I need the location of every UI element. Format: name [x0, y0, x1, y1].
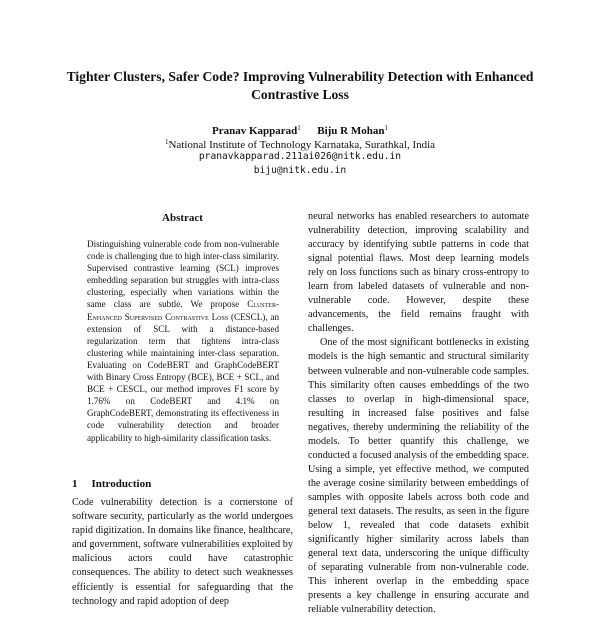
- paper-title: Tighter Clusters, Safer Code? Improving Vulnerability Detection with Enhanced Contrastive Loss: [66, 69, 534, 102]
- author-name: Biju R Mohan: [317, 125, 385, 137]
- author-name: Pranav Kapparad: [211, 125, 298, 137]
- author-affil-mark: 1: [297, 124, 301, 132]
- abstract-text: (CESCL), an extension of SCL with a distance-based regularization term that tightens intra-class clustering while maintaining inter-class separation. Evaluating on CodeBERT and GraphCodeBERT with Binary Cross Entropy (BCE), BCE + SCL, and BCE + CESCL, our method improves F1 score by 1.76% on CodeBERT and 4.1% on GraphCodeBERT, demonstrating its effectiveness in code vulnerability detection and broader applicability to high-similarity classification tasks.: [87, 311, 279, 443]
- intro-paragraph: One of the most significant bottlenecks in existing models is the high semantic and structural similarity between vulnerable and non-vulnerable code samples. This similarity often causes embeddings of the two classes to overlap in high-dimensional space, resulting in increased false positives and false negatives, thereby undermining the reliability of the models. To better quantify this challenge, we conducted a focused analysis of the embedding space. Using a simple, yet effective method, we computed the average cosine similarity between embeddings of samples with opposite labels across both code and general text datasets. The results, as seen in the figure below 1, revealed that code datasets exhibit significantly higher similarity across labels than general text data, underscoring the unique difficulty of separating vulnerable from non-vulnerable code. This inherent overlap in the embedding space presents a key challenge in ensuring accurate and reliable vulnerability detection.: [308, 337, 529, 616]
- section-number: 1: [72, 478, 78, 490]
- section-heading: [72, 478, 292, 490]
- affiliation-mark: 1: [164, 138, 169, 146]
- intro-paragraph: neural networks has enabled researchers to automate vulnerability detection, improving scalability and accuracy by identifying subtle patterns in code that signal potential flaws. Most deep learning models rely on loss functions such as binary cross-entropy to learn from labeled datasets of vulnerable and non-vulnerable code. However, despite these advancements, the field remains fraught with challenges.: [308, 211, 529, 335]
- right-column: [308, 210, 529, 617]
- author-email: pranavkapparad.211ai026@nitk.edu.in: [198, 151, 402, 162]
- affiliation-text: National Institute of Technology Karnataka, Surathkal, India: [168, 139, 436, 151]
- abstract-heading: Abstract: [162, 212, 203, 224]
- section-title: Introduction: [91, 478, 152, 490]
- method-name: Cluster-Enhanced Supervised Contrastive Loss: [87, 299, 279, 322]
- author-email: biju@nitk.edu.in: [253, 165, 347, 176]
- author-affil-mark: 1: [384, 124, 388, 132]
- abstract-text: Distinguishing vulnerable code from non-vulnerable code is challenging due to high inter-class similarity. Supervised contrastive learning (SCL) improves embedding separation but struggles with intra-class clustering, especially when variations within the same class are subtle. We propose: [87, 239, 279, 310]
- intro-paragraph-left: Code vulnerability detection is a cornerstone of software security, particularly as the world undergoes rapid digitization. In domains like finance, healthcare, and government, software vulnerabilities exploited by malicious actors could have catastrophic consequences. The ability to detect such weaknesses efficiently is essential for safeguarding that the technology and rapid adoption of deep: [72, 497, 293, 607]
- abstract-body: [87, 238, 279, 444]
